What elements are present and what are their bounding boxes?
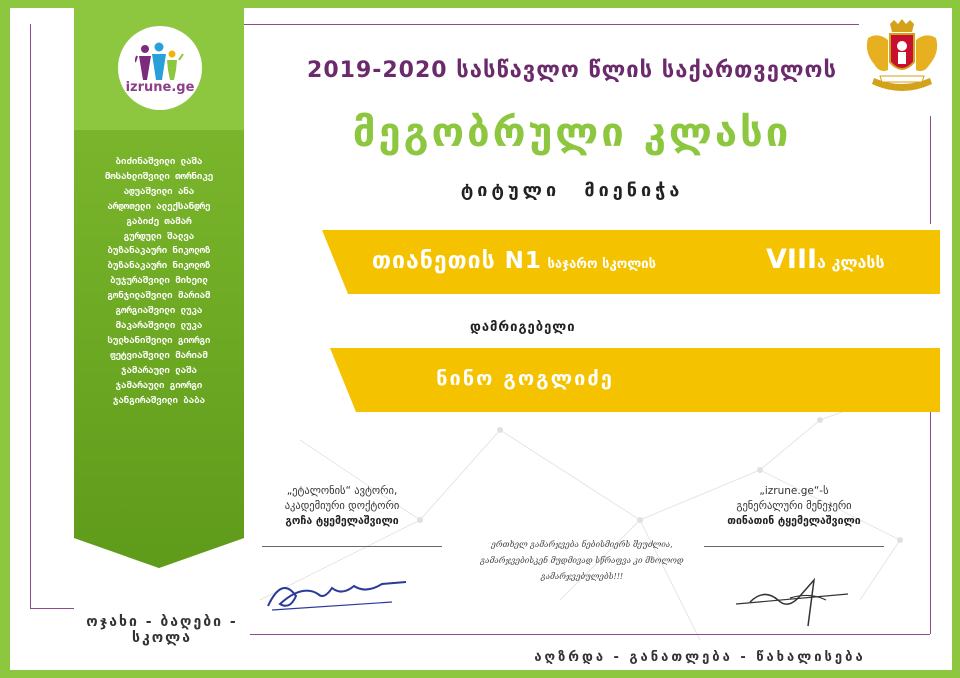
signatory-right-title1: „izrune.ge“-ს (759, 485, 829, 497)
team-member-name: სულხანიშვილი გიორგი (107, 335, 211, 346)
class-name (766, 244, 885, 275)
school-name-main: თიანეთის N1 (372, 248, 542, 274)
frame-left-line (30, 24, 31, 609)
signatory-right-name: თინათინ ტყემელაშვილი (727, 515, 861, 527)
year-header: 2019-2020 სასწავლო წლის საქართველოს (307, 58, 837, 83)
signatory-left (262, 484, 422, 529)
team-member-name: ბუზანაკაური ნიკოლოზ (107, 246, 211, 257)
team-member-name: გონჯილაშვილი მარიამ (107, 291, 211, 302)
signature-right-icon (730, 570, 860, 630)
team-member-name: ბუზანაკაური ნიკოლოზ (107, 261, 211, 272)
team-member-name: გორგიაშვილი ლუკა (115, 306, 203, 317)
class-grade: VIII (766, 244, 818, 275)
school-name (372, 248, 656, 274)
team-member-name: ჯანგირაშვილი ბაბა (112, 395, 206, 406)
motto-line-2: გამარჯვებისკენ მუდმივად სწრაფვა კი მხოლოდ გამარჯვებულებს!!! (480, 556, 684, 581)
award-subtitle: ტიტული მიენიჭა (460, 180, 684, 201)
team-member-name: ადუაშვილი ანა (123, 186, 195, 197)
frame-right-line-lower (930, 412, 931, 634)
team-member-name: ფეტვიაშვილი მარიამ (110, 350, 208, 361)
team-member-name: არდოთელი ალექსანდრე (107, 201, 211, 212)
mentor-label: დამრიგებელი (470, 320, 576, 335)
signatory-left-title1: „ეტალონის“ ავტორი, (286, 485, 398, 497)
frame-bottom-left-line (30, 608, 74, 609)
signatory-left-title2: აკადემიური დოქტორი (284, 500, 400, 512)
signatory-right-title2: გენერალური მენეჯერი (736, 500, 852, 512)
team-member-name: გაბიძე თამარ (126, 216, 192, 227)
team-member-name: ჯამარაული ლაშა (121, 365, 197, 376)
signature-line-right (704, 546, 884, 547)
team-member-name: ჯამარაული გიორგი (115, 380, 203, 391)
class-suffix: ა კლასს (817, 253, 885, 272)
signatory-right (704, 484, 884, 529)
team-member-name: მაკარაშვილი ლუკა (115, 320, 203, 331)
signature-left-icon (262, 566, 412, 616)
school-type: საჯარო სკოლის (547, 257, 657, 272)
motto-quote (462, 537, 702, 585)
coat-of-arms-icon (860, 18, 944, 100)
motto-line-1: ერთხელ გამარჯვება ნებისმიერს შეუძლია, (491, 540, 673, 549)
team-member-name: გურდული შალვა (123, 231, 195, 242)
signature-line-left (262, 546, 442, 547)
mentor-name: ნინო გოგლიძე (436, 366, 614, 390)
award-title: მეგობრული კლასი (352, 110, 792, 156)
footer-right-slogan: აღზრდა - განათლება - წახალისება (534, 650, 866, 665)
footer-left-slogan: ოჯახი - ბაღები - სკოლა (86, 614, 238, 646)
signatory-left-name: გოჩა ტყემელაშვილი (285, 515, 399, 527)
family-icon (135, 42, 185, 82)
frame-bottom-line (250, 634, 930, 635)
izrune-logo (118, 26, 202, 110)
team-member-name: მოსახლიშვილი თორნიკე (104, 171, 214, 182)
team-members-list (80, 155, 238, 408)
frame-top-line (244, 24, 859, 25)
frame-right-line (930, 116, 931, 224)
team-member-name: ბიძინაშვილი ლაშა (115, 157, 203, 167)
logo-text: izrune.ge (125, 79, 195, 95)
team-member-name: ბუჯურაშვილი მიხეილ (110, 276, 208, 287)
